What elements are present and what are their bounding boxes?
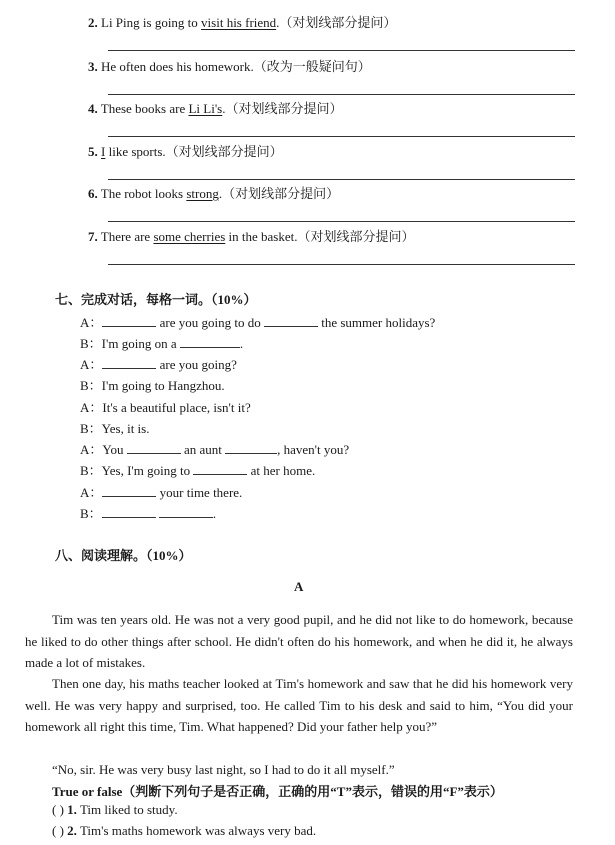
section7-title: 七、完成对话，每格一词。（10%） [55,292,257,307]
answer-paren[interactable]: ( ) [52,823,64,838]
tf-item-2: ( ) 2. Tim's maths homework was always very bad. [52,823,317,838]
rewrite-item-2: 2. Li Ping is going to visit his friend.（对划线部分提问） [88,15,397,30]
blank[interactable] [102,505,156,518]
blank[interactable] [127,441,181,454]
passage-label: A [294,579,304,594]
answer-line-3[interactable] [108,94,575,95]
blank[interactable] [102,484,156,497]
blank[interactable] [159,505,213,518]
rewrite-item-5: 5. I like sports.（对划线部分提问） [88,144,283,159]
rewrite-item-7: 7. There are some cherries in the basket.（对划线部分提问） [88,229,415,244]
tf-item-1: ( ) 1. Tim liked to study. [52,802,178,817]
blank[interactable] [193,462,247,475]
dialog-line-2: B：I'm going on a . [80,336,244,351]
dialog-line-10: B： . [80,506,217,521]
answer-line-7[interactable] [108,264,575,265]
answer-paren[interactable]: ( ) [52,802,64,817]
blank[interactable] [225,441,277,454]
answer-line-6[interactable] [108,221,575,222]
passage-paragraph-3: “No, sir. He was very busy last night, so I had to do it all myself.” [52,762,395,777]
dialog-line-4: B：I'm going to Hangzhou. [80,378,225,393]
tf-title: True or false（判断下列句子是否正确，正确的用“T”表示，错误的用“F”表示） [52,784,503,799]
dialog-line-9: A： your time there. [80,485,243,500]
blank[interactable] [102,314,156,327]
section8-title: 八、阅读理解。（10%） [55,548,192,563]
blank[interactable] [102,356,156,369]
dialog-line-6: B：Yes, it is. [80,421,150,436]
passage-paragraph-2: Then one day, his maths teacher looked at Tim's homework and saw that he did his homework very well. He was very happy and surprised, too. He called Tim to his desk and said to him, “You did your homework all right this time, Tim. What happened? Did your father help you?” [25,676,573,734]
rewrite-item-4: 4. These books are Li Li's.（对划线部分提问） [88,101,343,116]
rewrite-item-6: 6. The robot looks strong.（对划线部分提问） [88,186,340,201]
dialog-line-1: A： are you going to do the summer holidays? [80,315,436,330]
dialog-line-5: A：It's a beautiful place, isn't it? [80,400,251,415]
dialog-line-7: A：You an aunt , haven't you? [80,442,350,457]
passage-paragraph-1: Tim was ten years old. He was not a very good pupil, and he did not like to do homework, because he liked to do other things after school. He didn't often do his homework, and when he did it, he always made a lot of mistakes. [25,612,573,670]
answer-line-5[interactable] [108,179,575,180]
answer-line-2[interactable] [108,50,575,51]
dialog-line-8: B：Yes, I'm going to at her home. [80,463,316,478]
blank[interactable] [180,335,240,348]
blank[interactable] [264,314,318,327]
answer-line-4[interactable] [108,136,575,137]
dialog-line-3: A： are you going? [80,357,237,372]
rewrite-item-3: 3. He often does his homework.（改为一般疑问句） [88,59,371,74]
